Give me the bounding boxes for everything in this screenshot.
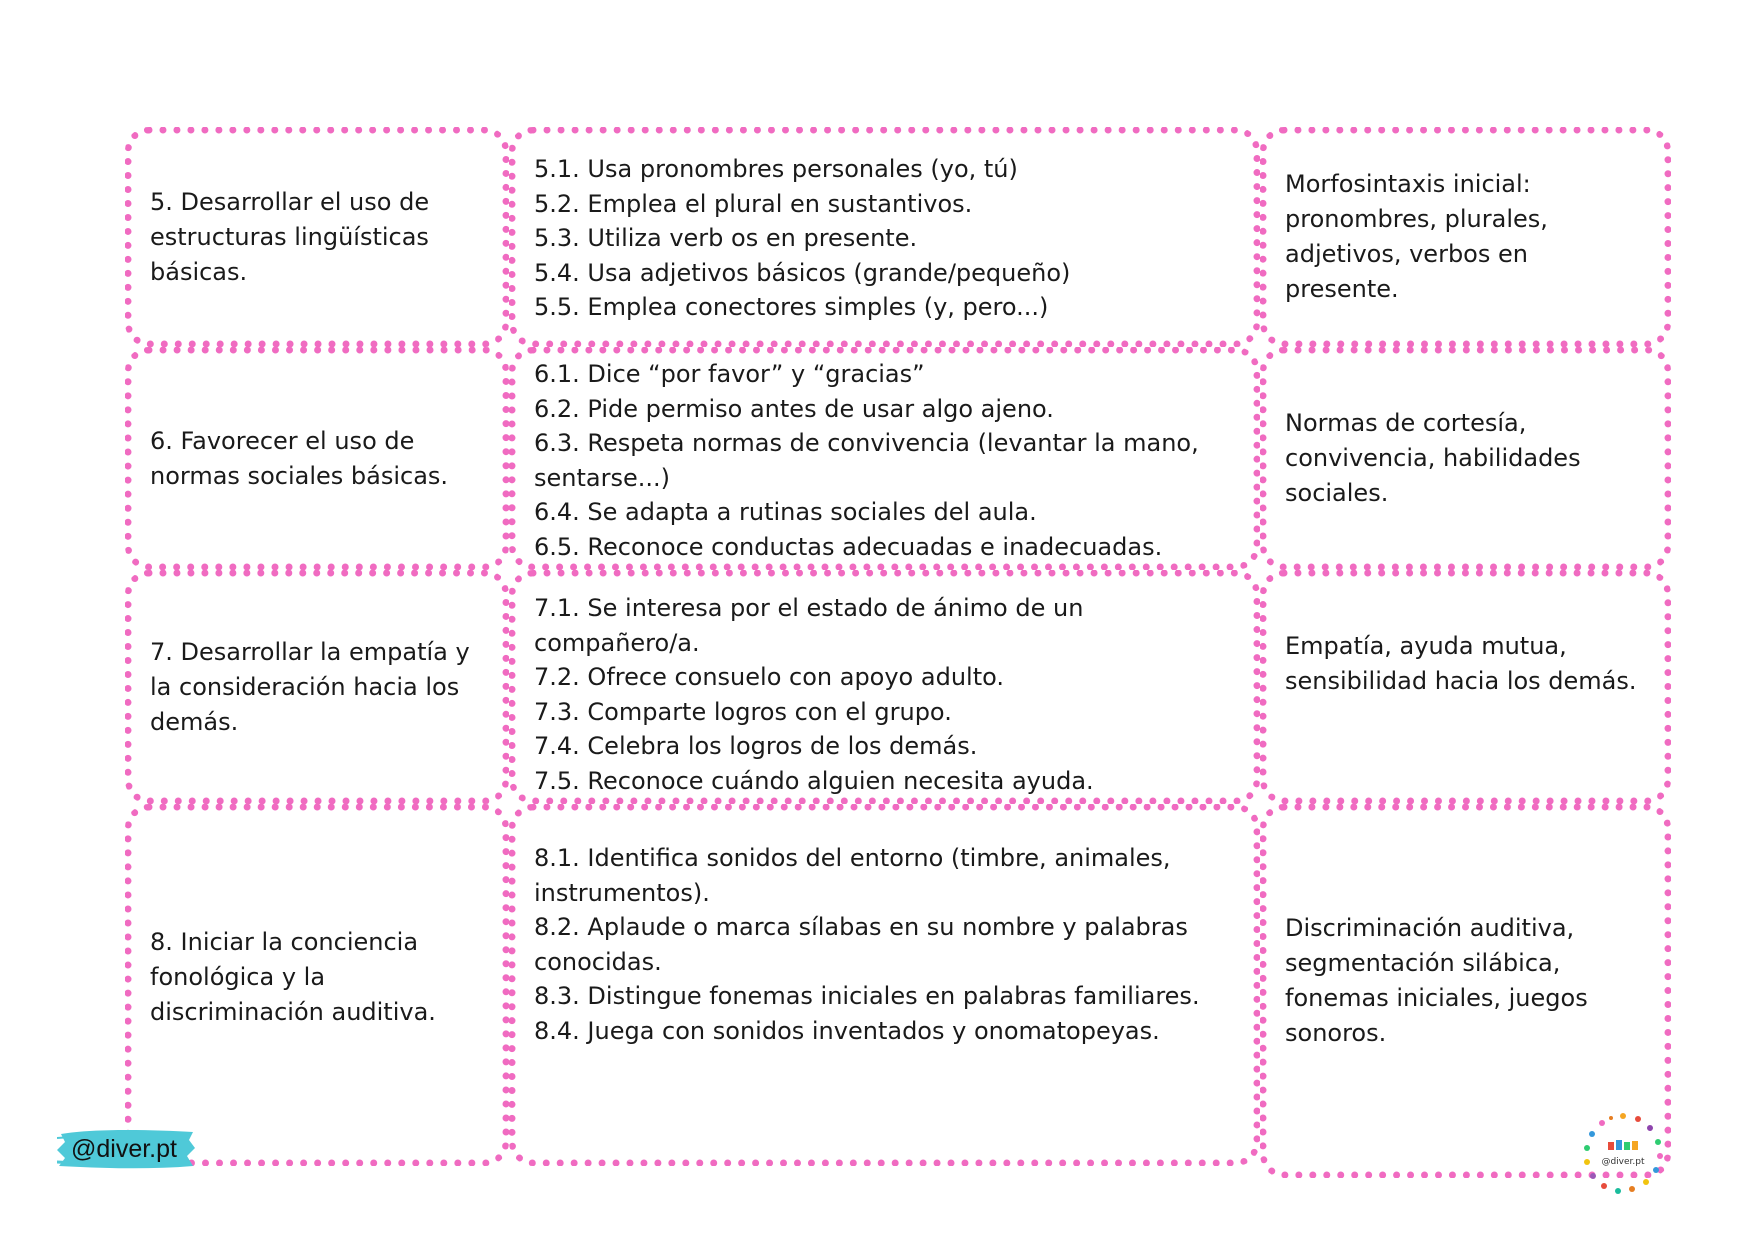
text-line: 8.3. Distingue fonemas iniciales en palabras familiares.	[534, 982, 1200, 1010]
content-text	[1285, 629, 1637, 699]
text-line: 5.4. Usa adjetivos básicos (grande/pequeño)	[534, 258, 1071, 287]
criteria-text	[534, 591, 1094, 798]
content-card-5	[1260, 127, 1671, 347]
text-line: 5.1. Usa pronombres personales (yo, tú)	[534, 155, 1018, 183]
objective-card-5	[125, 127, 509, 347]
text-line: pronombres, plurales,	[1285, 205, 1548, 233]
content-text	[1285, 911, 1588, 1051]
criteria-text	[534, 152, 1070, 325]
text-line: la consideración hacia los	[150, 672, 460, 701]
text-line: convivencia, habilidades	[1285, 444, 1581, 472]
text-line: 5.3. Utiliza verb os en presente.	[534, 224, 918, 252]
objective-text	[150, 925, 436, 1030]
text-line: demás.	[150, 707, 239, 736]
content-card-6	[1260, 347, 1671, 570]
text-line: sonoros.	[1285, 1019, 1387, 1047]
brand-tag-text: @diver.pt	[71, 1134, 177, 1163]
text-line: instrumentos).	[534, 878, 710, 907]
text-line: 7.5. Reconoce cuándo alguien necesita ayuda.	[534, 766, 1094, 795]
criteria-card-8	[509, 804, 1260, 1166]
text-line: 6.5. Reconoce conductas adecuadas e inadecuadas.	[534, 532, 1163, 561]
content-text	[1285, 406, 1581, 511]
text-line: segmentación silábica,	[1285, 949, 1561, 977]
criteria-card-7	[509, 570, 1260, 804]
text-line: adjetivos, verbos en	[1285, 240, 1528, 268]
text-line: 6. Favorecer el uso de	[150, 426, 415, 455]
logo-text: @diver.pt	[1601, 1157, 1645, 1167]
text-line: 8.1. Identifica sonidos del entorno (timbre, animales,	[534, 844, 1171, 872]
objective-card-6	[125, 347, 509, 570]
text-line: sentarse...)	[534, 463, 670, 492]
brand-tag	[57, 1126, 197, 1172]
text-line: 7. Desarrollar la empatía y	[150, 637, 470, 666]
text-line: 6.3. Respeta normas de convivencia (levantar la mano,	[534, 429, 1199, 457]
objective-card-7	[125, 570, 509, 804]
content-card-7	[1260, 570, 1671, 804]
objective-card-8	[125, 804, 509, 1166]
text-line: 8.4. Juega con sonidos inventados y onomatopeyas.	[534, 1016, 1160, 1045]
text-line: Normas de cortesía,	[1285, 409, 1527, 437]
text-line: normas sociales básicas.	[150, 461, 449, 490]
text-line: 5. Desarrollar el uso de	[150, 187, 430, 216]
text-line: 7.1. Se interesa por el estado de ánimo de un	[534, 594, 1084, 622]
text-line: Morfosintaxis inicial:	[1285, 170, 1531, 198]
text-line: 8.2. Aplaude o marca sílabas en su nombre y palabras	[534, 913, 1188, 941]
text-line: 8. Iniciar la conciencia	[150, 927, 419, 956]
objective-text	[150, 635, 470, 740]
text-line: básicas.	[150, 257, 248, 286]
criteria-text	[534, 357, 1199, 564]
text-line: sensibilidad hacia los demás.	[1285, 667, 1637, 695]
text-line: Discriminación auditiva,	[1285, 914, 1575, 942]
text-line: 7.4. Celebra los logros de los demás.	[534, 732, 978, 760]
criteria-text	[534, 841, 1200, 1048]
text-line: conocidas.	[534, 947, 662, 976]
text-line: estructuras lingüísticas	[150, 222, 429, 251]
text-line: 5.5. Emplea conectores simples (y, pero...)	[534, 293, 1049, 321]
text-line: 7.3. Comparte logros con el grupo.	[534, 697, 952, 726]
text-line: Empatía, ayuda mutua,	[1285, 632, 1567, 660]
text-line: 6.1. Dice “por favor” y “gracias”	[534, 360, 925, 388]
text-line: fonemas iniciales, juegos	[1285, 984, 1588, 1012]
confetti-logo-icon	[1578, 1108, 1668, 1198]
text-line: discriminación auditiva.	[150, 997, 436, 1026]
objective-text	[150, 185, 429, 290]
text-line: 6.2. Pide permiso antes de usar algo ajeno.	[534, 394, 1054, 423]
text-line: fonológica y la	[150, 962, 326, 991]
text-line: 7.2. Ofrece consuelo con apoyo adulto.	[534, 663, 1004, 691]
text-line: presente.	[1285, 275, 1399, 303]
text-line: sociales.	[1285, 479, 1389, 507]
text-line: 6.4. Se adapta a rutinas sociales del aula.	[534, 498, 1037, 526]
criteria-card-6	[509, 347, 1260, 570]
criteria-card-5	[509, 127, 1260, 347]
content-text	[1285, 167, 1548, 307]
text-line: 5.2. Emplea el plural en sustantivos.	[534, 189, 973, 218]
brand-logo	[1578, 1108, 1668, 1198]
objective-text	[150, 424, 448, 494]
text-line: compañero/a.	[534, 628, 700, 657]
